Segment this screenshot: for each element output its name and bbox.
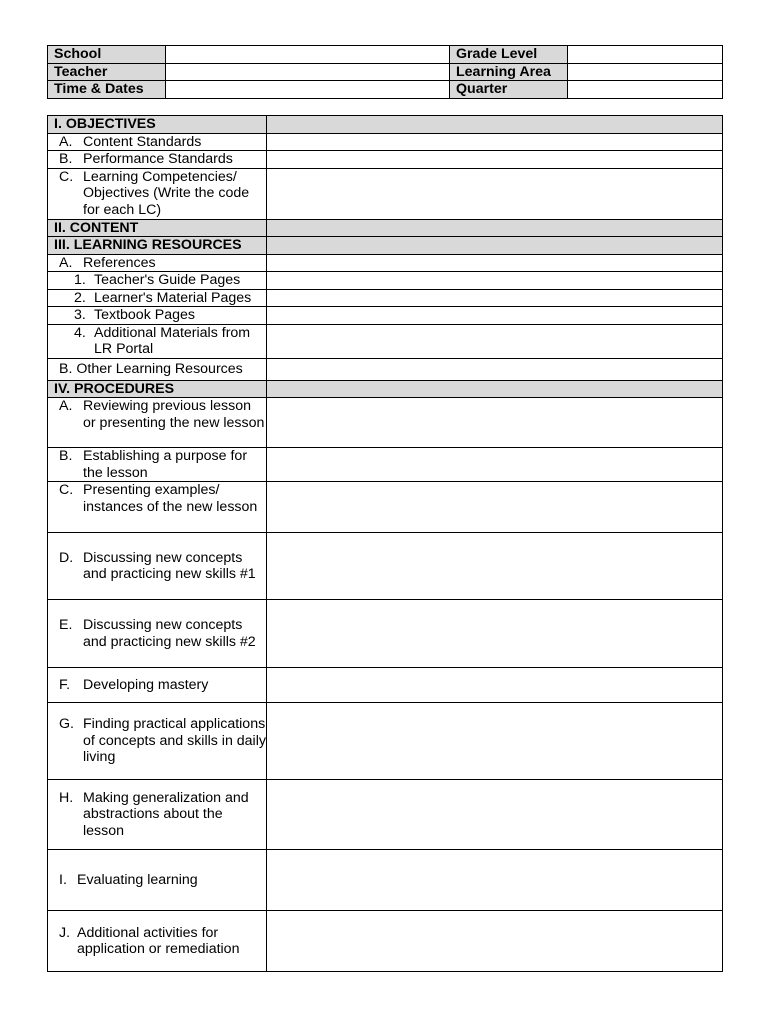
grade-level-field[interactable] <box>568 46 723 64</box>
row-prefix: A. <box>59 398 73 414</box>
row-procedure-g <box>48 703 723 780</box>
row-prefix: 2. <box>74 289 86 306</box>
row-text: Finding practical applications of concepts and skills in daily living <box>83 716 266 766</box>
row-prefix: 1. <box>74 272 86 288</box>
school-field[interactable] <box>166 46 450 64</box>
row-prefix: C. <box>59 168 74 185</box>
row-label <box>48 448 267 482</box>
content-standards-field[interactable] <box>267 133 723 151</box>
row-label <box>48 272 267 290</box>
row-additional-materials <box>48 324 723 358</box>
row-procedure-d <box>48 533 723 600</box>
section-title: IV. PROCEDURES <box>48 380 267 398</box>
row-text: Reviewing previous lesson or presenting the new lesson <box>83 398 265 431</box>
row-label <box>48 289 267 307</box>
row-label <box>48 703 267 780</box>
section-objectives <box>48 116 723 134</box>
procedure-f-field[interactable] <box>267 668 723 703</box>
row-label <box>48 911 267 972</box>
teacher-field[interactable] <box>166 63 450 81</box>
header-table <box>47 45 723 99</box>
references-field[interactable] <box>267 254 723 272</box>
row-prefix: B. <box>59 151 73 167</box>
row-text: Establishing a purpose for the lesson <box>83 448 248 481</box>
row-label <box>48 533 267 600</box>
procedure-d-field[interactable] <box>267 533 723 600</box>
procedure-j-field[interactable] <box>267 911 723 972</box>
row-references <box>48 254 723 272</box>
header-row-teacher <box>48 63 723 81</box>
time-dates-label: Time & Dates <box>48 81 166 99</box>
section-learning-resources <box>48 237 723 255</box>
learning-area-label: Learning Area <box>450 63 568 81</box>
quarter-field[interactable] <box>568 81 723 99</box>
school-label: School <box>48 46 166 64</box>
row-procedure-b <box>48 448 723 482</box>
row-text: Making generalization and abstractions about the lesson <box>83 789 249 839</box>
learners-material-field[interactable] <box>267 289 723 307</box>
content-field[interactable] <box>267 219 723 237</box>
procedure-c-field[interactable] <box>267 482 723 533</box>
row-prefix: G. <box>59 716 74 733</box>
row-text: Teacher's Guide Pages <box>94 272 241 288</box>
row-text: Presenting examples/ instances of the new lesson <box>83 482 258 515</box>
learning-area-field[interactable] <box>568 63 723 81</box>
row-prefix: F. <box>59 676 71 693</box>
procedure-h-field[interactable] <box>267 780 723 850</box>
row-prefix: I. <box>59 871 67 888</box>
row-text: Additional activities for application or remediation <box>77 924 240 957</box>
row-text: Evaluating learning <box>77 871 198 888</box>
row-prefix: A. <box>59 254 73 271</box>
row-prefix: H. <box>59 789 74 806</box>
row-learning-competencies <box>48 168 723 219</box>
row-textbook-pages <box>48 307 723 325</box>
learning-competencies-field[interactable] <box>267 168 723 219</box>
procedure-e-field[interactable] <box>267 600 723 668</box>
performance-standards-field[interactable] <box>267 151 723 169</box>
row-text: Learner's Material Pages <box>94 289 252 306</box>
row-label <box>48 668 267 703</box>
procedure-g-field[interactable] <box>267 703 723 780</box>
procedure-a-field[interactable] <box>267 398 723 448</box>
row-prefix: B. <box>59 448 73 464</box>
section-field <box>267 116 723 134</box>
row-label <box>48 780 267 850</box>
row-performance-standards <box>48 151 723 169</box>
row-text: Discussing new concepts and practicing new skills #1 <box>83 549 256 582</box>
row-prefix: D. <box>59 549 74 566</box>
header-row-time <box>48 81 723 99</box>
section-field <box>267 237 723 255</box>
row-text: Additional Materials from LR Portal <box>94 324 251 357</box>
row-label <box>48 482 267 533</box>
row-teachers-guide <box>48 272 723 290</box>
row-prefix: 3. <box>74 307 86 323</box>
row-procedure-h <box>48 780 723 850</box>
row-label: B. Other Learning Resources <box>48 358 267 380</box>
row-label <box>48 324 267 358</box>
time-dates-field[interactable] <box>166 81 450 99</box>
textbook-pages-field[interactable] <box>267 307 723 325</box>
row-procedure-i <box>48 850 723 911</box>
teacher-label: Teacher <box>48 63 166 81</box>
row-label <box>48 307 267 325</box>
row-procedure-j <box>48 911 723 972</box>
section-title: II. CONTENT <box>48 219 267 237</box>
procedure-i-field[interactable] <box>267 850 723 911</box>
row-prefix: C. <box>59 482 74 498</box>
row-text: Textbook Pages <box>94 307 195 323</box>
row-other-resources <box>48 358 723 380</box>
row-label <box>48 254 267 272</box>
row-text: Discussing new concepts and practicing new skills #2 <box>83 617 256 650</box>
section-content <box>48 219 723 237</box>
row-learners-material <box>48 289 723 307</box>
row-content-standards <box>48 133 723 151</box>
row-label <box>48 168 267 219</box>
row-text: Developing mastery <box>83 676 209 693</box>
procedure-b-field[interactable] <box>267 448 723 482</box>
row-prefix: 4. <box>74 324 86 341</box>
row-text: Content Standards <box>83 133 202 150</box>
other-resources-field[interactable] <box>267 358 723 380</box>
row-text: Learning Competencies/ Objectives (Write the code for each LC) <box>83 168 250 218</box>
section-procedures <box>48 380 723 398</box>
teachers-guide-field[interactable] <box>267 272 723 290</box>
header-row-school <box>48 46 723 64</box>
row-procedure-e <box>48 600 723 668</box>
row-procedure-c <box>48 482 723 533</box>
row-prefix: A. <box>59 133 73 150</box>
row-label <box>48 600 267 668</box>
section-title: I. OBJECTIVES <box>48 116 267 134</box>
quarter-label: Quarter <box>450 81 568 99</box>
row-text: Performance Standards <box>83 151 233 167</box>
row-label <box>48 151 267 169</box>
row-label <box>48 850 267 911</box>
row-procedure-f <box>48 668 723 703</box>
row-prefix: E. <box>59 617 73 633</box>
lesson-plan-table <box>47 115 723 972</box>
section-title: III. LEARNING RESOURCES <box>48 237 267 255</box>
row-label <box>48 133 267 151</box>
section-field <box>267 380 723 398</box>
additional-materials-field[interactable] <box>267 324 723 358</box>
row-text: References <box>83 254 156 271</box>
row-procedure-a <box>48 398 723 448</box>
grade-level-label: Grade Level <box>450 46 568 64</box>
row-prefix: J. <box>59 924 71 941</box>
row-label <box>48 398 267 448</box>
